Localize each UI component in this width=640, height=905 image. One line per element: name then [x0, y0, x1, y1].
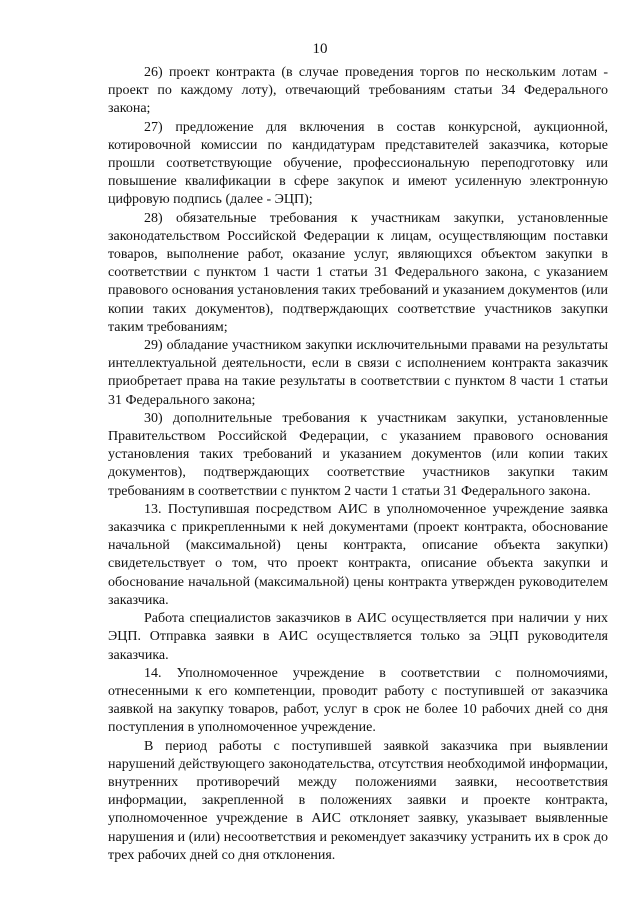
paragraph-item-27: 27) предложение для включения в состав конкурсной, аукционной, котировочной комиссии по кандидатурам представителей заказчика, которые прошли соответствующие обучение, профессиональную переподготовку или повышение квалификации в сфере закупок и имеют усиленную электронную цифровую подпись (далее - ЭЦП); — [108, 119, 608, 208]
paragraph-item-28: 28) обязательные требования к участникам закупки, установленные законодательством Российской Федерации к лицам, осуществляющим поставки товаров, выполнение работ, оказание услуг, являющихся объектом закупки в соответствии с пунктом 1 части 1 статьи 31 Федерального закона, с указанием правового основания установления таких требований и указанием документов (или копии таких документов), подтверждающих соответствие участников закупки таким требованиям; — [108, 210, 608, 335]
paragraph-section-13: 13. Поступившая посредством АИС в уполномоченное учреждение заявка заказчика с прикрепленными к ней документами (проект контракта, обоснование начальной (максимальной) цены контракта, описание объекта закупки) свидетельствует о том, что проект контракта, описание объекта закупки и обоснование начальной (максимальной) цены контракта утвержден руководителем заказчика. — [108, 501, 608, 608]
page-number: 10 — [312, 41, 328, 57]
paragraph-ecp-work: Работа специалистов заказчиков в АИС осуществляется при наличии у них ЭЦП. Отправка заявки в АИС осуществляется только за ЭЦП руководителя заказчика. — [108, 611, 608, 663]
paragraph-section-14: 14. Уполномоченное учреждение в соответствии с полномочиями, отнесенными к его компетенции, проводит работу с поступившей от заказчика заявкой на закупку товаров, работ, услуг в срок не более 10 рабочих дней со дня поступления в уполномоченное учреждение. — [108, 665, 608, 736]
document-body — [108, 64, 608, 865]
paragraph-item-30: 30) дополнительные требования к участникам закупки, установленные Правительством Российской Федерации, с указанием правового основания установления таких требований и указанием документов (или копии таких документов), подтверждающих соответствие участников закупки таким требованиям в соответствии с пунктом 2 части 1 статьи 31 Федерального закона. — [108, 410, 608, 499]
paragraph-item-26: 26) проект контракта (в случае проведения торгов по нескольким лотам - проект по каждому лоту), отвечающий требованиям статьи 34 Федерального закона; — [108, 65, 608, 117]
paragraph-item-29: 29) обладание участником закупки исключительными правами на результаты интеллектуальной деятельности, если в связи с исполнением контракта заказчик приобретает права на такие результаты в соответствии с пунктом 8 части 1 статьи 31 Федерального закона; — [108, 338, 608, 408]
paragraph-rejection-period: В период работы с поступившей заявкой заказчика при выявлении нарушений действующего законодательства, отсутствия необходимой информации, внутренних противоречий между положениями заявки, несоответствия информации, закрепленной в положениях заявки и проекте контракта, уполномоченное учреждение в АИС отклоняет заявку, указывает выявленные нарушения и (или) несоответствия и рекомендует заказчику устранить их в срок до трех рабочих дней со дня отклонения. — [108, 738, 608, 863]
